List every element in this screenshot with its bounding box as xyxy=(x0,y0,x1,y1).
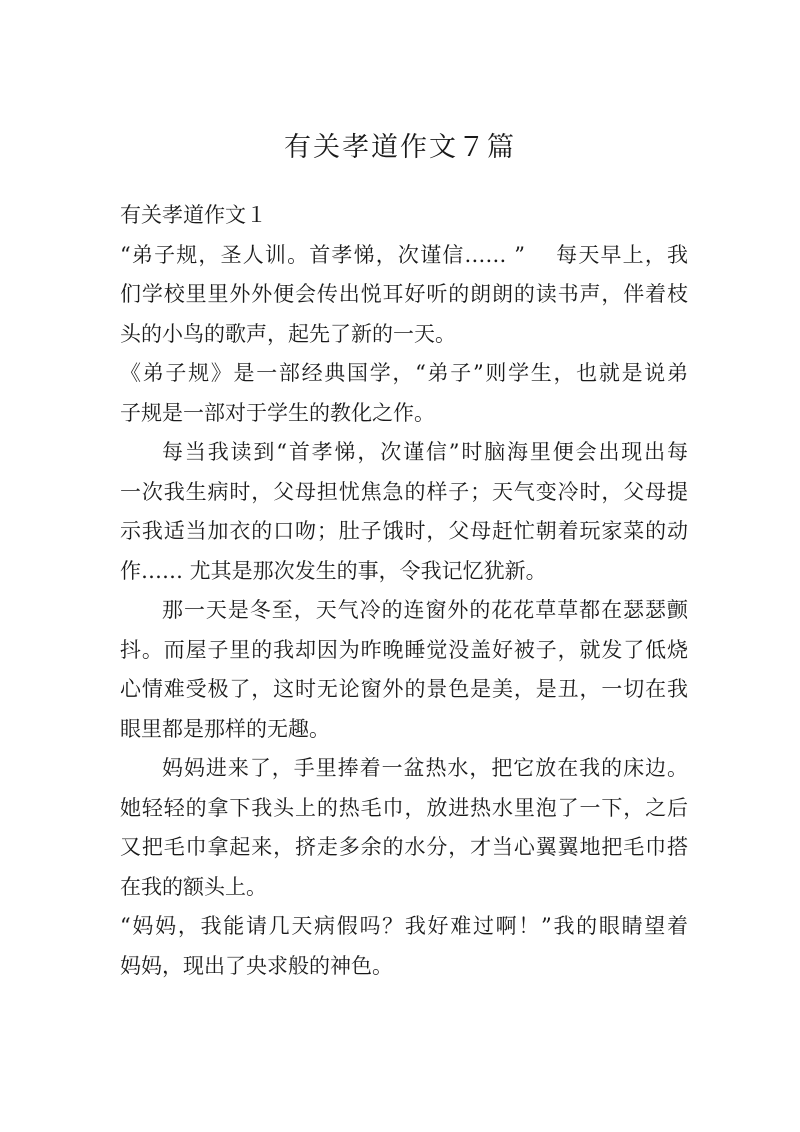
text-line: 子规是一部对于学生的教化之作。 xyxy=(120,400,435,425)
text-line: 她轻轻的拿下我头上的热毛巾，放进热水里泡了一下，之后 xyxy=(120,795,688,820)
text-line: 抖。而屋子里的我却因为昨晚睡觉没盖好被子，就发了低烧 xyxy=(120,637,688,662)
text-line: 头的小鸟的歌声，起先了新的一天。 xyxy=(120,321,456,346)
text-line: 们学校里里外外便会传出悦耳好听的朗朗的读书声，伴着枝 xyxy=(120,282,688,306)
text-line: “弟子规，圣人训。首孝悌，次谨信…… ” 每天早上，我 xyxy=(120,242,688,267)
text-line: “妈妈，我能请几天病假吗？我好难过啊！”我的眼睛望着 xyxy=(120,914,688,938)
document-body xyxy=(120,196,688,986)
section-heading: 有关孝道作文１ xyxy=(120,203,267,227)
text-line: 每当我读到“首孝悌，次谨信”时脑海里便会出现出每 xyxy=(162,440,688,464)
document-title: 有关孝道作文７篇 xyxy=(284,132,516,163)
text-line: 那一天是冬至，天气冷的连窗外的花花草草都在瑟瑟颤 xyxy=(162,598,688,622)
text-line: 《弟子规》是一部经典国学，“弟子”则学生，也就是说弟 xyxy=(120,361,688,385)
text-line: 作…… 尤其是那次发生的事，令我记忆犹新。 xyxy=(120,558,547,583)
text-line: 心情难受极了，这时无论窗外的景色是美，是丑，一切在我 xyxy=(120,677,688,701)
text-line: 妈妈，现出了央求般的神色。 xyxy=(120,953,393,978)
text-line: 一次我生病时，父母担忧焦急的样子；天气变冷时，父母提 xyxy=(120,479,688,504)
text-line: 在我的额头上。 xyxy=(120,874,267,899)
text-line: 又把毛巾拿起来，挤走多余的水分，才当心翼翼地把毛巾搭 xyxy=(120,835,688,859)
text-line: 眼里都是那样的无趣。 xyxy=(120,716,330,741)
text-line: 妈妈进来了，手里捧着一盆热水，把它放在我的床边。 xyxy=(162,756,688,780)
text-line: 示我适当加衣的口吻；肚子饿时，父母赶忙朝着玩家菜的动 xyxy=(120,519,688,543)
